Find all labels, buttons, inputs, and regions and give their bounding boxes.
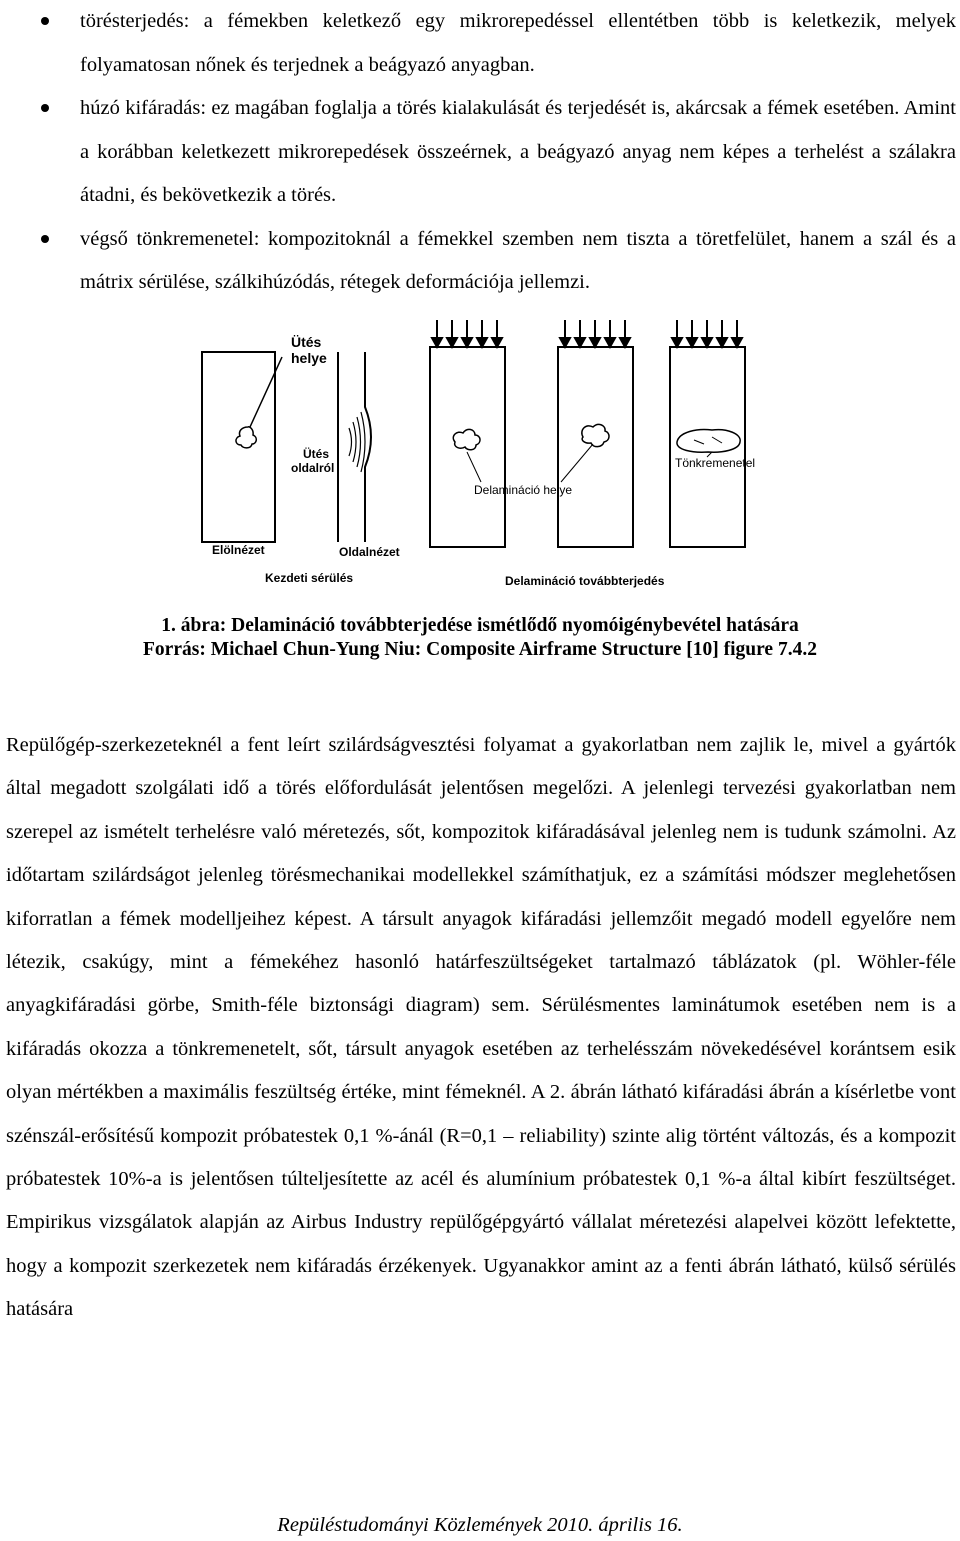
bullet-item — [0, 218, 960, 305]
label-delaminacio-helye: Delamináció helye — [474, 483, 573, 497]
bullet-dot-icon — [41, 17, 49, 25]
bullet-item — [0, 87, 960, 218]
impact-damage-icon — [236, 427, 256, 448]
bullet-text: végső tönkremenetel: kompozitoknál a fémekkel szemben nem tiszta a töretfelület, hanem a szál és a mátrix sérülése, szálkihúzódás, rétegek deformációja jellemzi. — [80, 227, 956, 293]
page-footer: Repüléstudományi Közlemények 2010. április 16. — [277, 1514, 683, 1536]
body-paragraph: Repülőgép-szerkezeteknél a fent leírt szilárdságvesztési folyamat a gyakorlatban nem zajlik le, mivel a gyártók által megadott szolgálati idő a törés előfordulását jelentősen megelőzi. A jelenlegi tervezési gyakorlatban nem szerepel az ismételt terhelésre való méretezés, sőt, kompozitok kifáradásával jelenleg nem is tudunk számolni. Az időtartam szilárdságot jelenleg törésmechanikai modellekkel számíthatjuk, ez a számítási módszer meglehetősen kiforratlan a fémek modelljeihez képest. A társult anyagok kifáradási jellemzőit megadó modell egyelőre nem létezik, csakúgy, mint a fémekéhez hasonló határfeszültségeket tartalmazó táblázatok (pl. Wöhler-féle anyagkifáradási görbe, Smith-féle biztonsági diagram) sem. Sérülésmentes laminátumok esetében nem is a kifáradás okozza a tönkremenetelt, sőt, társult anyagok esetében az terhelésszám növekedésével korántsem esik olyan mértékben a maximális feszültség értéke, mint fémeknél. A 2. ábrán látható kifáradási ábrán a kísérletbe vont szénszál-erősítésű kompozit próbatestek 0,1 %-ánál (R=0,1 – reliability) szinte alig történt változás, és a kompozit próbatestek 10%-a is jelentősen túlteljesítette az acél és alumínium próbatestek 0,1 %-a által kibírt feszültséget. Empirikus vizsgálatok alapján az Airbus Industry repülőgépgyártó vállalat méretezési alapelvei között lefektette, hogy a kompozit szerkezetek nem kifáradás érzékenyek. Ugyanakkor amint az a fenti ábrán látható, külső sérülés hatására — [6, 734, 956, 1321]
figure-diagram — [185, 312, 775, 602]
figure-caption-source: Forrás: Michael Chun-Yung Niu: Composite Airframe Structure [10] figure 7.4.2 — [143, 639, 817, 660]
label-elolnezet: Elölnézet — [212, 543, 265, 557]
bullet-dot-icon — [41, 235, 49, 243]
bullet-text: törésterjedés: a fémekben keletkező egy mikrorepedéssel ellentétben több is keletkezik, melyek folyamatosan nőnek és terjednek a beágyazó anyagban. — [80, 10, 956, 76]
front-view-panel — [202, 352, 275, 542]
label-delaminacio-tovabbterjedes: Delamináció továbbterjedés — [505, 574, 665, 588]
bullet-text: húzó kifáradás: ez magában foglalja a törés kialakulását és terjedését is, akárcsak a fémek esetében. Amint a korábban keletkezett mikrorepedések összeérnek, a beágyazó anyag nem képes a terhelést a szálakra átadni, és bekövetkezik a törés. — [80, 97, 956, 206]
delamination-panel-3 — [670, 347, 745, 547]
figure-delamination — [185, 312, 775, 602]
label-utes-helye-1: Ütés — [291, 334, 322, 350]
delamination-panel-1 — [430, 347, 505, 547]
label-utes-oldalrol-2: oldalról — [291, 461, 335, 475]
load-arrows — [432, 320, 742, 347]
bullet-dot-icon — [41, 104, 49, 112]
label-kezdeti-serules: Kezdeti sérülés — [265, 571, 354, 585]
bullet-item — [0, 0, 960, 87]
label-tonkremenetel: Tönkremenetel — [675, 456, 756, 470]
label-utes-oldalrol-1: Ütés — [303, 447, 330, 461]
figure-caption-title: 1. ábra: Delamináció továbbterjedése ismétlődő nyomóigénybevétel hatására — [161, 615, 799, 636]
label-oldalnezet: Oldalnézet — [339, 545, 400, 559]
bullet-list — [0, 0, 960, 305]
label-utes-helye-2: helye — [291, 350, 327, 366]
